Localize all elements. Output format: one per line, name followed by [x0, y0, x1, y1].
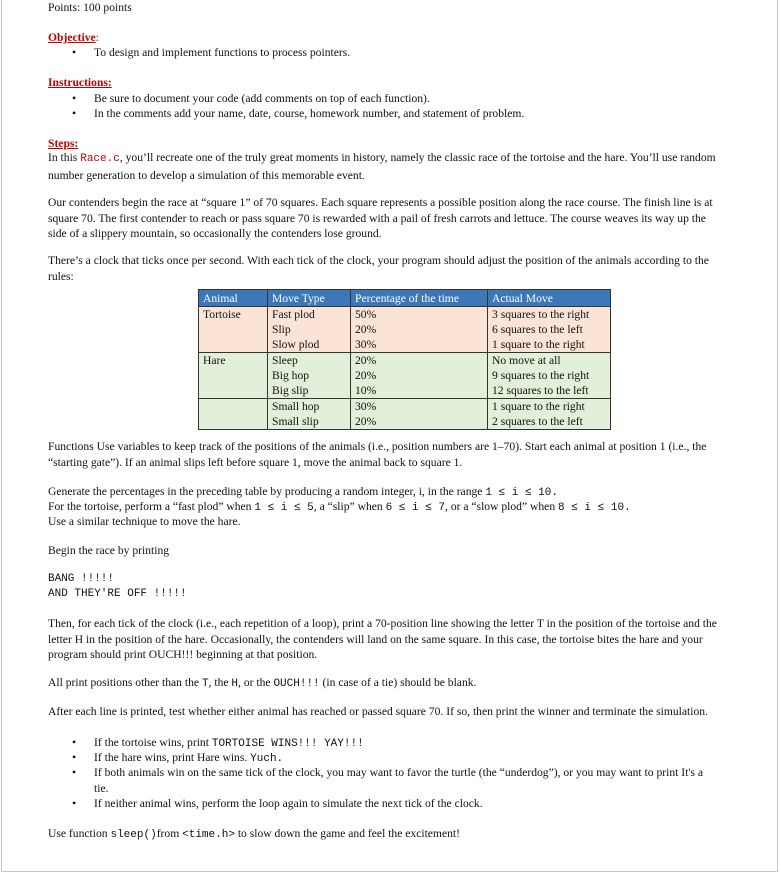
- table-cell: 20%: [351, 414, 488, 430]
- table-cell: 1 square to the right: [488, 399, 611, 415]
- bang-code-block: BANG !!!!! AND THEY'RE OFF !!!!!: [48, 573, 187, 600]
- table-cell: [199, 337, 268, 353]
- table-cell: [199, 322, 268, 337]
- text-span: 1 ≤ i ≤ 5: [254, 502, 314, 514]
- then-paragraph: Then, for each tick of the clock (i.e., each repetition of a loop), print a 70-position line showing the letter T in the position of the tortoise and the letter H in the position of the hare. Occasionally, the contenders will land on the same square. In this case, the tortoise bites the hare and your program should print OUCH!!! beginning at that position.: [48, 617, 717, 661]
- table-row: [199, 353, 611, 369]
- table-cell: Big slip: [268, 383, 351, 399]
- table-row: [199, 337, 611, 353]
- text-span: , a “slip” when: [313, 500, 386, 513]
- text-span: TORTOISE WINS!!! YAY!!!: [211, 738, 364, 750]
- header-move-type: Move Type: [268, 290, 351, 307]
- table-cell: Slip: [268, 322, 351, 337]
- text-span: 1 ≤ i ≤ 10.: [485, 487, 558, 499]
- table-cell: [199, 383, 268, 399]
- text-span: 8 ≤ i ≤ 10.: [558, 502, 631, 514]
- points-line: Points: 100 points: [48, 1, 132, 14]
- table-cell: Tortoise: [199, 307, 268, 323]
- text-span: (in case of a tie) should be blank.: [319, 676, 477, 689]
- text-span: OUCH!!!: [273, 678, 320, 690]
- outcome-item: • If neither animal wins, perform the loop again to simulate the next tick of the clock.: [48, 796, 720, 812]
- text-span: If the tortoise wins, print: [94, 736, 212, 749]
- table-cell: 1 square to the right: [488, 337, 611, 353]
- objective-heading: [48, 30, 99, 46]
- text-span: For the tortoise, perform a “fast plod” when: [48, 500, 255, 513]
- steps-intro: [48, 150, 720, 183]
- text-span: In this: [48, 151, 81, 164]
- table-cell: 3 squares to the right: [488, 307, 611, 323]
- table-cell: 30%: [351, 337, 488, 353]
- begin-paragraph: Begin the race by printing: [48, 544, 170, 557]
- table-cell: 20%: [351, 353, 488, 369]
- table-cell: 30%: [351, 399, 488, 415]
- table-cell: Slow plod: [268, 337, 351, 353]
- outcome-item: • If both animals win on the same tick of the clock, you may want to favor the turtle (the “underdog”), or you may want to print It's a tie.: [48, 765, 720, 796]
- table-row: [199, 414, 611, 430]
- table-row: [199, 383, 611, 399]
- table-cell: Fast plod: [268, 307, 351, 323]
- table-row: [199, 368, 611, 383]
- text-span: , you’ll recreate one of the truly great moments in history, namely the classic race of the tortoise and the hare. You’ll use random number generation to develop a simulation of this memorable event.: [48, 151, 716, 182]
- text-span: from: [156, 827, 183, 840]
- text-span: , or the: [238, 676, 274, 689]
- instruction-item: • In the comments add your name, date, course, homework number, and statement of problem.: [48, 106, 720, 122]
- table-cell: Hare: [199, 353, 268, 369]
- race-file-name: Race.c: [80, 153, 120, 165]
- table-cell: 20%: [351, 322, 488, 337]
- clock-paragraph: There’s a clock that ticks once per second. With each tick of the clock, your program should adjust the position of the animals according to the rules:: [48, 254, 709, 283]
- text-span: Use function: [48, 827, 111, 840]
- text-span: T: [201, 678, 209, 690]
- movement-rules-table: [198, 289, 611, 430]
- table-cell: No move at all: [488, 353, 611, 369]
- table-row: [199, 307, 611, 323]
- steps-heading: Steps:: [48, 137, 79, 150]
- text-span: :: [95, 31, 99, 44]
- table-cell: 6 squares to the left: [488, 322, 611, 337]
- table-cell: [199, 399, 268, 415]
- blank-positions-paragraph: [48, 675, 720, 693]
- text-span: sleep(): [110, 829, 157, 841]
- final-paragraph: [48, 826, 720, 844]
- text-span: 6 ≤ i ≤ 7: [385, 502, 446, 514]
- generate-line-3: Use a similar technique to move the hare.: [48, 515, 241, 528]
- table-cell: Sleep: [268, 353, 351, 369]
- text-span: Generate the percentages in the preceding table by producing a random integer, i, in the range: [48, 485, 486, 498]
- table-cell: Big hop: [268, 368, 351, 383]
- header-percentage: Percentage of the time: [351, 290, 488, 307]
- header-animal: Animal: [199, 290, 268, 307]
- text-span: , or a “slow plod” when: [445, 500, 559, 513]
- table-cell: 12 squares to the left: [488, 383, 611, 399]
- text-span: If the hare wins, print Hare wins.: [94, 751, 251, 764]
- table-row: [199, 399, 611, 415]
- text-span: Yuch.: [250, 753, 284, 765]
- text-span: H: [231, 678, 239, 690]
- table-cell: 50%: [351, 307, 488, 323]
- table-cell: 20%: [351, 368, 488, 383]
- instruction-item: • Be sure to document your code (add comments on top of each function).: [48, 91, 720, 107]
- table-cell: [199, 368, 268, 383]
- table-cell: [199, 414, 268, 430]
- table-header-row: [199, 290, 611, 307]
- text-span: , the: [208, 676, 232, 689]
- header-actual-move: Actual Move: [488, 290, 611, 307]
- text-span: to slow down the game and feel the excitement!: [234, 827, 460, 840]
- table-cell: 10%: [351, 383, 488, 399]
- contenders-paragraph: Our contenders begin the race at “square 1” of 70 squares. Each square represents a possible position along the race course. The finish line is at square 70. The first contender to reach or pass square 70 is rewarded with a pail of fresh carrots and lettuce. The course weaves its way up the side of a slippery mountain, so occasionally the contenders lose ground.: [48, 196, 713, 240]
- text-span: <time.h>: [182, 829, 235, 841]
- table-cell: Small slip: [268, 414, 351, 430]
- objective-heading-text: Objective: [48, 31, 96, 44]
- table-cell: 9 squares to the right: [488, 368, 611, 383]
- table-cell: 2 squares to the left: [488, 414, 611, 430]
- functions-paragraph: Functions Use variables to keep track of the positions of the animals (i.e., position numbers are 1–70). Start each animal at position 1 (i.e., the “starting gate”). If an animal slips left before square 1, move the animal back to square 1.: [48, 440, 707, 469]
- objective-item: • To design and implement functions to process pointers.: [48, 45, 720, 61]
- after-paragraph: After each line is printed, test whether either animal has reached or passed square 70. If so, then print the winner and terminate the simulation.: [48, 705, 708, 718]
- table-cell: Small hop: [268, 399, 351, 415]
- instructions-heading: Instructions:: [48, 76, 112, 89]
- table-row: [199, 322, 611, 337]
- text-span: All print positions other than the: [48, 676, 202, 689]
